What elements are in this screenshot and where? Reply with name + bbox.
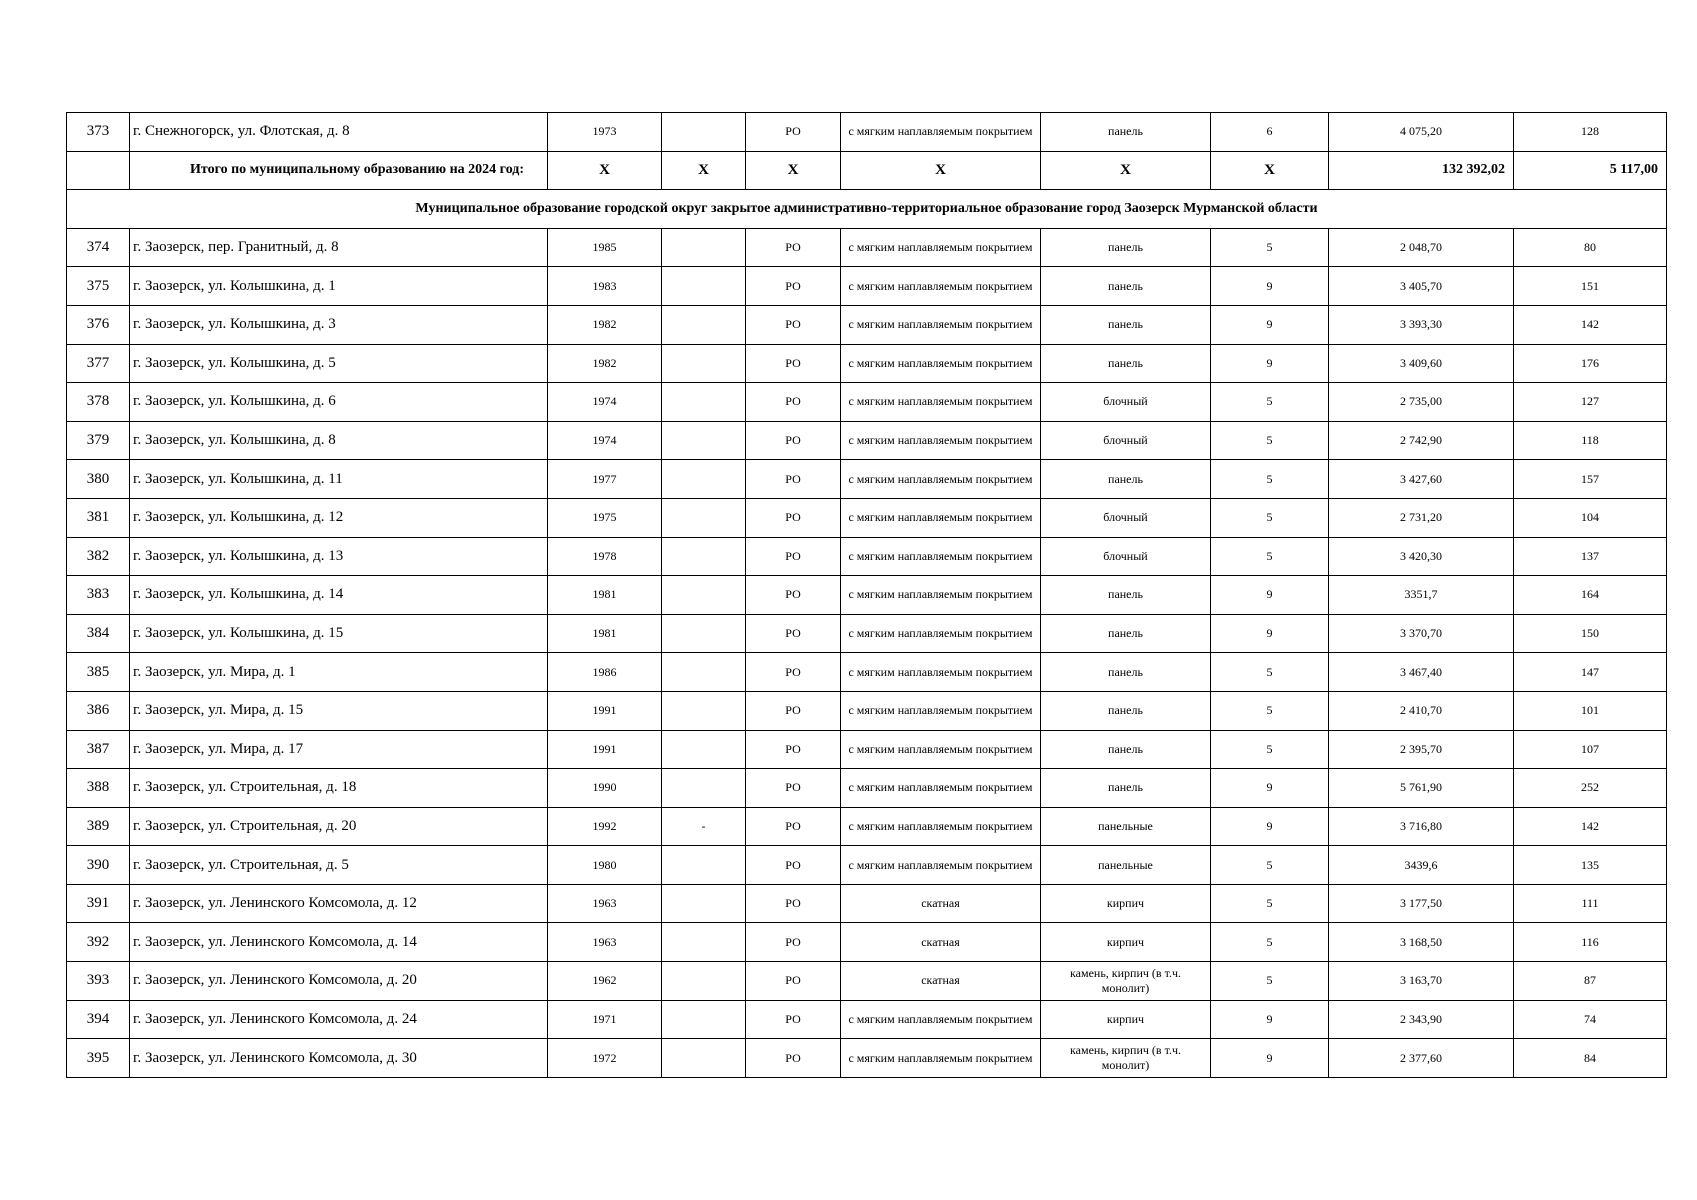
row-roof-type: с мягким наплавляемым покрытием	[841, 421, 1041, 460]
table-row	[67, 383, 1667, 422]
row-number: 387	[67, 730, 130, 769]
row-area: 3439,6	[1329, 846, 1514, 885]
row-col4	[662, 614, 746, 653]
document-page	[66, 112, 1666, 1078]
row-year: 1981	[548, 576, 662, 615]
row-wall-material: панель	[1041, 460, 1211, 499]
row-number: 378	[67, 383, 130, 422]
total-label: Итого по муниципальному образованию на 2024 год:	[130, 151, 548, 190]
row-area: 3 163,70	[1329, 962, 1514, 1001]
table-row	[67, 962, 1667, 1001]
row-address: г. Заозерск, ул. Колышкина, д. 14	[130, 576, 548, 615]
row-floors: 5	[1211, 846, 1329, 885]
row-area: 2 410,70	[1329, 691, 1514, 730]
row-address: г. Заозерск, ул. Ленинского Комсомола, д. 30	[130, 1039, 548, 1078]
row-area: 2 731,20	[1329, 498, 1514, 537]
row-col4	[662, 460, 746, 499]
row-number: 390	[67, 846, 130, 885]
row-col4	[662, 730, 746, 769]
total-area: 132 392,02	[1329, 151, 1514, 190]
row-address: г. Заозерск, ул. Колышкина, д. 3	[130, 305, 548, 344]
row-floors: 9	[1211, 576, 1329, 615]
row-wall-material: панель	[1041, 228, 1211, 267]
row-floors: 5	[1211, 383, 1329, 422]
row-floors: 5	[1211, 923, 1329, 962]
row-residents: 104	[1514, 498, 1667, 537]
row-roof-type: с мягким наплавляемым покрытием	[841, 537, 1041, 576]
row-address: г. Заозерск, ул. Ленинского Комсомола, д. 20	[130, 962, 548, 1001]
row-floors: 5	[1211, 653, 1329, 692]
row-residents: 150	[1514, 614, 1667, 653]
row-number: 374	[67, 228, 130, 267]
row-residents: 107	[1514, 730, 1667, 769]
row-floors: 6	[1211, 113, 1329, 152]
row-address: г. Заозерск, ул. Строительная, д. 18	[130, 769, 548, 808]
row-number: 392	[67, 923, 130, 962]
row-year: 1983	[548, 267, 662, 306]
row-roof-type: с мягким наплавляемым покрытием	[841, 614, 1041, 653]
row-col4	[662, 421, 746, 460]
section-header-row	[67, 190, 1667, 229]
table-row	[67, 653, 1667, 692]
row-wall-material: панель	[1041, 267, 1211, 306]
table-row	[67, 884, 1667, 923]
row-address: г. Заозерск, ул. Колышкина, д. 6	[130, 383, 548, 422]
row-roof-type: с мягким наплавляемым покрытием	[841, 344, 1041, 383]
row-roof-type: с мягким наплавляемым покрытием	[841, 1000, 1041, 1039]
table-row	[67, 344, 1667, 383]
row-area: 2 742,90	[1329, 421, 1514, 460]
row-col4	[662, 383, 746, 422]
row-method: РО	[746, 498, 841, 537]
row-year: 1985	[548, 228, 662, 267]
row-number: 391	[67, 884, 130, 923]
row-address: г. Заозерск, ул. Строительная, д. 5	[130, 846, 548, 885]
row-col4	[662, 962, 746, 1001]
row-wall-material: панель	[1041, 614, 1211, 653]
row-number: 382	[67, 537, 130, 576]
row-year: 1978	[548, 537, 662, 576]
row-address: г. Снежногорск, ул. Флотская, д. 8	[130, 113, 548, 152]
row-year: 1974	[548, 383, 662, 422]
row-method: РО	[746, 884, 841, 923]
row-wall-material: блочный	[1041, 383, 1211, 422]
total-x-floors: X	[1211, 151, 1329, 190]
row-wall-material: панель	[1041, 576, 1211, 615]
row-wall-material: камень, кирпич (в т.ч. монолит)	[1041, 1039, 1211, 1078]
row-address: г. Заозерск, ул. Колышкина, д. 5	[130, 344, 548, 383]
row-year: 1972	[548, 1039, 662, 1078]
row-area: 3351,7	[1329, 576, 1514, 615]
row-wall-material: панель	[1041, 305, 1211, 344]
row-col4	[662, 884, 746, 923]
row-year: 1971	[548, 1000, 662, 1039]
row-area: 3 716,80	[1329, 807, 1514, 846]
table-row	[67, 421, 1667, 460]
row-area: 3 168,50	[1329, 923, 1514, 962]
row-residents: 116	[1514, 923, 1667, 962]
row-number: 385	[67, 653, 130, 692]
table-row	[67, 498, 1667, 537]
total-num-cell	[67, 151, 130, 190]
total-x-col4: X	[662, 151, 746, 190]
row-year: 1962	[548, 962, 662, 1001]
row-year: 1982	[548, 344, 662, 383]
row-roof-type: скатная	[841, 884, 1041, 923]
row-wall-material: панель	[1041, 653, 1211, 692]
total-x-roof: X	[841, 151, 1041, 190]
row-wall-material: панель	[1041, 344, 1211, 383]
table-row	[67, 113, 1667, 152]
row-number: 381	[67, 498, 130, 537]
row-residents: 164	[1514, 576, 1667, 615]
row-roof-type: с мягким наплавляемым покрытием	[841, 769, 1041, 808]
row-roof-type: скатная	[841, 962, 1041, 1001]
row-area: 2 735,00	[1329, 383, 1514, 422]
total-x-year: X	[548, 151, 662, 190]
row-residents: 118	[1514, 421, 1667, 460]
row-area: 2 377,60	[1329, 1039, 1514, 1078]
row-floors: 5	[1211, 884, 1329, 923]
table-row	[67, 769, 1667, 808]
total-residents: 5 117,00	[1514, 151, 1667, 190]
row-roof-type: скатная	[841, 923, 1041, 962]
table-row	[67, 228, 1667, 267]
row-col4	[662, 846, 746, 885]
row-roof-type: с мягким наплавляемым покрытием	[841, 807, 1041, 846]
table-row	[67, 267, 1667, 306]
row-number: 384	[67, 614, 130, 653]
row-residents: 101	[1514, 691, 1667, 730]
row-address: г. Заозерск, ул. Ленинского Комсомола, д. 14	[130, 923, 548, 962]
row-address: г. Заозерск, пер. Гранитный, д. 8	[130, 228, 548, 267]
row-address: г. Заозерск, ул. Ленинского Комсомола, д. 24	[130, 1000, 548, 1039]
row-residents: 151	[1514, 267, 1667, 306]
row-method: РО	[746, 691, 841, 730]
row-col4	[662, 305, 746, 344]
row-residents: 111	[1514, 884, 1667, 923]
row-wall-material: кирпич	[1041, 1000, 1211, 1039]
row-area: 3 409,60	[1329, 344, 1514, 383]
row-method: РО	[746, 614, 841, 653]
row-number: 379	[67, 421, 130, 460]
row-floors: 9	[1211, 1039, 1329, 1078]
row-area: 3 177,50	[1329, 884, 1514, 923]
row-year: 1980	[548, 846, 662, 885]
row-wall-material: панель	[1041, 691, 1211, 730]
row-wall-material: блочный	[1041, 421, 1211, 460]
row-wall-material: камень, кирпич (в т.ч. монолит)	[1041, 962, 1211, 1001]
total-x-method: X	[746, 151, 841, 190]
row-method: РО	[746, 1039, 841, 1078]
row-residents: 142	[1514, 807, 1667, 846]
row-year: 1977	[548, 460, 662, 499]
row-year: 1975	[548, 498, 662, 537]
row-area: 3 427,60	[1329, 460, 1514, 499]
row-address: г. Заозерск, ул. Колышкина, д. 1	[130, 267, 548, 306]
row-method: РО	[746, 537, 841, 576]
row-residents: 252	[1514, 769, 1667, 808]
row-roof-type: с мягким наплавляемым покрытием	[841, 1039, 1041, 1078]
row-floors: 5	[1211, 691, 1329, 730]
row-residents: 142	[1514, 305, 1667, 344]
row-number: 376	[67, 305, 130, 344]
table-row	[67, 923, 1667, 962]
row-col4	[662, 691, 746, 730]
row-method: РО	[746, 383, 841, 422]
table-row	[67, 1000, 1667, 1039]
row-method: РО	[746, 460, 841, 499]
row-col4	[662, 498, 746, 537]
row-number: 377	[67, 344, 130, 383]
table-row	[67, 537, 1667, 576]
row-col4	[662, 1039, 746, 1078]
row-roof-type: с мягким наплавляемым покрытием	[841, 383, 1041, 422]
row-roof-type: с мягким наплавляемым покрытием	[841, 228, 1041, 267]
row-wall-material: кирпич	[1041, 923, 1211, 962]
row-roof-type: с мягким наплавляемым покрытием	[841, 653, 1041, 692]
row-year: 1991	[548, 691, 662, 730]
table-row	[67, 691, 1667, 730]
row-method: РО	[746, 923, 841, 962]
row-method: РО	[746, 421, 841, 460]
row-method: РО	[746, 807, 841, 846]
row-residents: 137	[1514, 537, 1667, 576]
row-address: г. Заозерск, ул. Мира, д. 15	[130, 691, 548, 730]
table-row	[67, 730, 1667, 769]
row-number: 393	[67, 962, 130, 1001]
row-method: РО	[746, 344, 841, 383]
row-col4	[662, 344, 746, 383]
row-year: 1963	[548, 923, 662, 962]
row-area: 2 343,90	[1329, 1000, 1514, 1039]
row-method: РО	[746, 962, 841, 1001]
row-residents: 127	[1514, 383, 1667, 422]
row-residents: 128	[1514, 113, 1667, 152]
row-year: 1963	[548, 884, 662, 923]
row-method: РО	[746, 769, 841, 808]
row-address: г. Заозерск, ул. Колышкина, д. 13	[130, 537, 548, 576]
row-method: РО	[746, 730, 841, 769]
row-number: 383	[67, 576, 130, 615]
row-floors: 9	[1211, 614, 1329, 653]
row-wall-material: панельные	[1041, 846, 1211, 885]
table-row	[67, 846, 1667, 885]
row-year: 1991	[548, 730, 662, 769]
row-roof-type: с мягким наплавляемым покрытием	[841, 113, 1041, 152]
row-address: г. Заозерск, ул. Колышкина, д. 11	[130, 460, 548, 499]
row-roof-type: с мягким наплавляемым покрытием	[841, 691, 1041, 730]
row-residents: 147	[1514, 653, 1667, 692]
row-wall-material: панель	[1041, 113, 1211, 152]
row-residents: 87	[1514, 962, 1667, 1001]
row-col4	[662, 267, 746, 306]
row-number: 380	[67, 460, 130, 499]
row-floors: 5	[1211, 498, 1329, 537]
row-col4	[662, 228, 746, 267]
row-wall-material: блочный	[1041, 498, 1211, 537]
row-area: 2 395,70	[1329, 730, 1514, 769]
row-method: РО	[746, 653, 841, 692]
row-residents: 80	[1514, 228, 1667, 267]
row-area: 2 048,70	[1329, 228, 1514, 267]
row-col4	[662, 113, 746, 152]
row-floors: 5	[1211, 421, 1329, 460]
row-address: г. Заозерск, ул. Ленинского Комсомола, д. 12	[130, 884, 548, 923]
housing-table	[66, 112, 1667, 1078]
row-col4	[662, 923, 746, 962]
row-address: г. Заозерск, ул. Мира, д. 1	[130, 653, 548, 692]
row-floors: 9	[1211, 305, 1329, 344]
row-col4	[662, 653, 746, 692]
table-row	[67, 614, 1667, 653]
row-area: 3 370,70	[1329, 614, 1514, 653]
row-area: 3 420,30	[1329, 537, 1514, 576]
row-roof-type: с мягким наплавляемым покрытием	[841, 267, 1041, 306]
row-wall-material: блочный	[1041, 537, 1211, 576]
row-col4	[662, 537, 746, 576]
row-address: г. Заозерск, ул. Строительная, д. 20	[130, 807, 548, 846]
row-number: 389	[67, 807, 130, 846]
row-residents: 157	[1514, 460, 1667, 499]
row-area: 3 467,40	[1329, 653, 1514, 692]
row-residents: 84	[1514, 1039, 1667, 1078]
row-col4	[662, 576, 746, 615]
row-area: 3 405,70	[1329, 267, 1514, 306]
row-year: 1974	[548, 421, 662, 460]
row-number: 375	[67, 267, 130, 306]
row-address: г. Заозерск, ул. Колышкина, д. 8	[130, 421, 548, 460]
row-method: РО	[746, 267, 841, 306]
row-roof-type: с мягким наплавляемым покрытием	[841, 730, 1041, 769]
row-roof-type: с мягким наплавляемым покрытием	[841, 305, 1041, 344]
row-col4: -	[662, 807, 746, 846]
row-address: г. Заозерск, ул. Колышкина, д. 12	[130, 498, 548, 537]
row-year: 1973	[548, 113, 662, 152]
row-floors: 9	[1211, 344, 1329, 383]
row-method: РО	[746, 1000, 841, 1039]
row-year: 1986	[548, 653, 662, 692]
row-area: 5 761,90	[1329, 769, 1514, 808]
row-area: 4 075,20	[1329, 113, 1514, 152]
row-wall-material: панельные	[1041, 807, 1211, 846]
row-year: 1982	[548, 305, 662, 344]
row-wall-material: панель	[1041, 769, 1211, 808]
row-year: 1990	[548, 769, 662, 808]
row-number: 388	[67, 769, 130, 808]
total-x-material: X	[1041, 151, 1211, 190]
row-number: 373	[67, 113, 130, 152]
row-year: 1992	[548, 807, 662, 846]
row-residents: 176	[1514, 344, 1667, 383]
row-method: РО	[746, 228, 841, 267]
row-floors: 5	[1211, 962, 1329, 1001]
section-title: Муниципальное образование городской округ закрытое административно-территориальное образование город Заозерск Мурманской области	[67, 190, 1667, 229]
row-address: г. Заозерск, ул. Колышкина, д. 15	[130, 614, 548, 653]
row-wall-material: кирпич	[1041, 884, 1211, 923]
row-method: РО	[746, 576, 841, 615]
table-row	[67, 460, 1667, 499]
row-area: 3 393,30	[1329, 305, 1514, 344]
row-residents: 135	[1514, 846, 1667, 885]
row-method: РО	[746, 305, 841, 344]
row-floors: 5	[1211, 730, 1329, 769]
row-method: РО	[746, 846, 841, 885]
row-roof-type: с мягким наплавляемым покрытием	[841, 460, 1041, 499]
row-col4	[662, 769, 746, 808]
total-row	[67, 151, 1667, 190]
row-residents: 74	[1514, 1000, 1667, 1039]
row-floors: 9	[1211, 1000, 1329, 1039]
row-method: РО	[746, 113, 841, 152]
table-row	[67, 576, 1667, 615]
row-address: г. Заозерск, ул. Мира, д. 17	[130, 730, 548, 769]
row-roof-type: с мягким наплавляемым покрытием	[841, 576, 1041, 615]
row-year: 1981	[548, 614, 662, 653]
row-floors: 9	[1211, 267, 1329, 306]
table-row	[67, 1039, 1667, 1078]
row-number: 395	[67, 1039, 130, 1078]
row-number: 394	[67, 1000, 130, 1039]
table-row	[67, 305, 1667, 344]
row-col4	[662, 1000, 746, 1039]
row-floors: 9	[1211, 769, 1329, 808]
row-wall-material: панель	[1041, 730, 1211, 769]
row-floors: 9	[1211, 807, 1329, 846]
row-floors: 5	[1211, 228, 1329, 267]
row-floors: 5	[1211, 460, 1329, 499]
row-roof-type: с мягким наплавляемым покрытием	[841, 846, 1041, 885]
row-roof-type: с мягким наплавляемым покрытием	[841, 498, 1041, 537]
row-number: 386	[67, 691, 130, 730]
row-floors: 5	[1211, 537, 1329, 576]
table-row	[67, 807, 1667, 846]
